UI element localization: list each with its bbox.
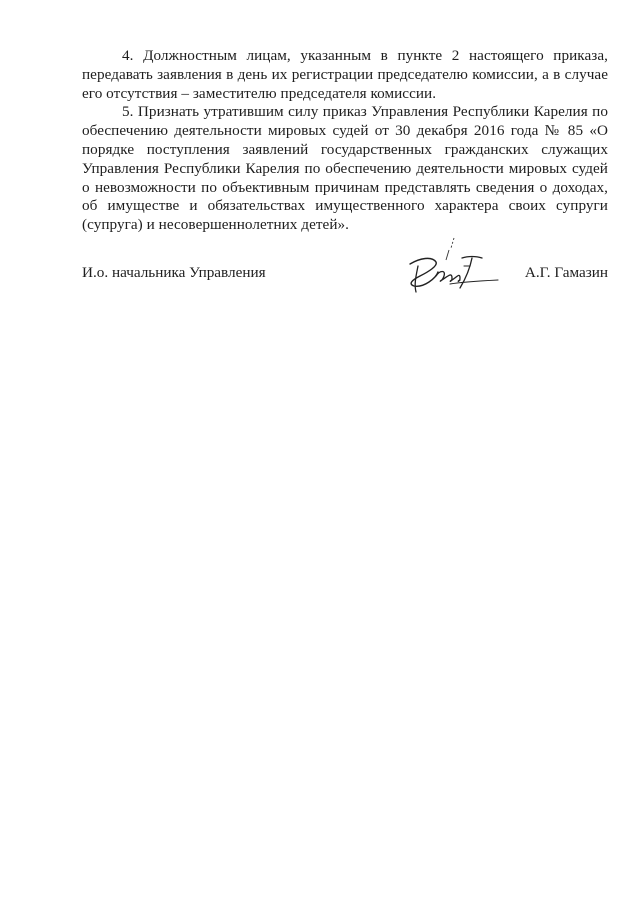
handwritten-signature xyxy=(402,236,502,298)
paragraph-item-5: 5. Признать утратившим силу приказ Управления Республики Карелия по обеспечению деятельности мировых судей от 30 декабря 2016 года № 85 «О порядке поступления заявлений государственных гражданских служащих Управления Республики Карелия по обеспечению деятельности мировых судей о невозможности по объективным причинам представлять сведения о доходах, об имуществе и обязательствах имущественного характера своих супруги (супруга) и несовершеннолетних детей». xyxy=(82,103,608,234)
signatory-role: И.о. начальника Управления xyxy=(82,264,266,281)
paragraph-item-4: 4. Должностным лицам, указанным в пункте 2 настоящего приказа, передавать заявления в день их регистрации председателю комиссии, а в случае его отсутствия – заместителю председателя комиссии. xyxy=(82,47,608,102)
signature-block xyxy=(82,258,608,298)
document-body xyxy=(82,47,608,235)
signatory-name: А.Г. Гамазин xyxy=(524,264,608,281)
